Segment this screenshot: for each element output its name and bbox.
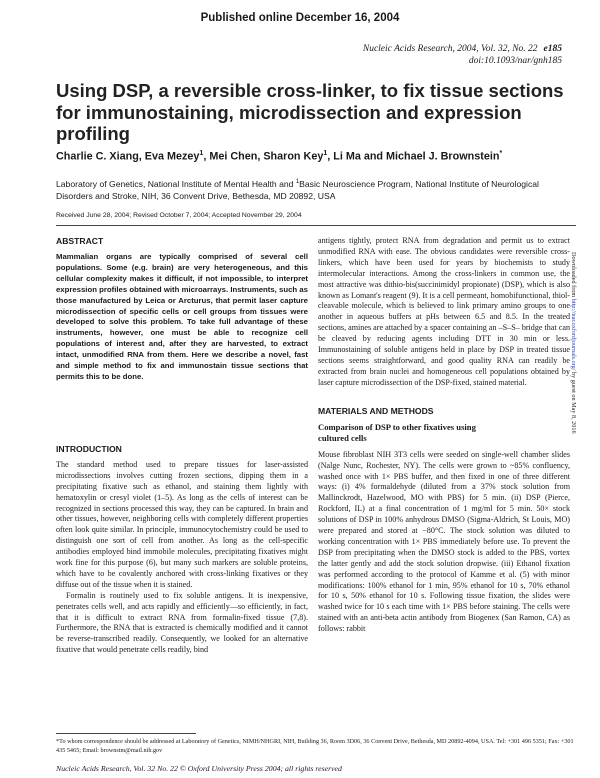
download-prefix: Downloaded from — [570, 252, 577, 299]
author-separator: , — [327, 150, 334, 163]
article-title: Using DSP, a reversible cross-linker, to fix tissue sections for immunostaining, microdissection and expression profiling — [56, 80, 564, 144]
article-doi: doi:10.1093/nar/gnh185 — [468, 56, 562, 66]
introduction-paragraph: Formalin is routinely used to fix soluble antigens. It is inexpensive, penetrates cells well, and acts rapidly and efficiently—so efficiently, in fact, that it is difficult to extract RNA from formalin-fixed tissue (7,8). Furthermore, the RNA that is extracted is chemically modified and it cannot be reverse-transcribed readily. Consequently, we looked for an alternative fixative that would penetrate cells readily, bind — [56, 590, 308, 655]
author-separator: and — [360, 150, 387, 163]
right-column — [318, 236, 570, 635]
author-name: Sharon Key — [263, 150, 324, 163]
author-affiliation-mark: * — [499, 150, 503, 157]
author-separator: , — [257, 150, 264, 163]
abstract-text: Mammalian organs are typically comprised of several cell populations. Some (e.g. brain) are very heterogeneous, and this cellular complexity makes it difficult, if not impossible, to interpret expression profiles obtained with microarrays. Instruments, such as those manufactured by Leica or Arcturus, that permit laser capture microdissection of specific cells or cell groups from tissues were developed to solve this problem. To take full advantage of these instruments, however, one must be able to recognize cell populations of interest and, after they are harvested, to extract intact, unmodified RNA from them. Here we describe a novel, fast and simple method to fix and immunostain tissue sections that permits this to be done. — [56, 252, 308, 381]
methods-subheading: Comparison of DSP to other fixatives using cultured cells — [318, 421, 476, 443]
affiliation-mark: 1 — [295, 179, 300, 185]
top-divider — [56, 225, 576, 226]
left-column — [56, 236, 308, 656]
author-separator: , — [203, 150, 210, 163]
copyright-footer: Nucleic Acids Research, Vol. 32 No. 22 © Oxford University Press 2004; all rights reserved — [56, 764, 342, 773]
author-name: Mei Chen — [209, 150, 258, 163]
affiliation-text: Laboratory of Genetics, National Institute of Mental Health and — [56, 178, 296, 189]
journal-header — [363, 43, 562, 67]
author-list — [56, 150, 576, 163]
author-name: Li Ma — [333, 150, 361, 163]
methods-paragraph: Mouse fibroblast NIH 3T3 cells were seeded on single-well chamber slides (Nalge Nunc, Rochester, NY). The cells were grown to ~85% confluency, washed once with 1× PBS buffer, and then fixed in one of three different ways: (i) 4% formaldehyde (diluted from a 37% stock solution from Mallinckrodt, Hazelwood, MO with PBS) for 5 min. (ii) DSP (Pierce, Rockford, IL) at a final concentration of 1 mg/ml for 5 min. 50× stock solutions of DSP in 100% anhydrous DMSO (Sigma-Aldrich, St Louis, MO) were prepared and stored at −80°C. The stock solution was diluted to working concentration with 1× PBS immediately before use. To prevent the DSP from precipitating when the DMSO stock is added to the PBS, vortex the latter gently and add the stock solution dropwise. (iii) Ethanol fixation was performed according to the protocol of Kamme et al. (5) with minor modifications: 100% ethanol for 1 min, 95% ethanol for 10 s, 70% ethanol for 10 s, 50% ethanol for 10 s. Following tissue fixation, the slides were washed twice for 10 s each time with 1× PBS before staining. The cells were stained with an anti-beta actin antibody from Biogenex (San Ramon, CA) as follows: rabbit — [318, 449, 570, 634]
methods-heading: MATERIALS AND METHODS — [318, 405, 434, 416]
download-text — [570, 252, 577, 434]
author-name: Charlie C. Xiang — [56, 150, 139, 163]
download-suffix: by guest on May 8, 2016 — [570, 370, 577, 434]
published-date: Published online December 16, 2004 — [200, 12, 400, 24]
abstract-heading: ABSTRACT — [56, 236, 104, 246]
correspondence-footnote: *To whom correspondence should be addressed at Laboratory of Genetics, NIMH/NHGRI, NIH, Building 36, Room 3D06, 36 Convent Drive, Bethesda, MD 20892-4094, USA. Tel: +301 496 5351; Fax: +301 435 5465; Email: brownstm@mail.nih.gov — [56, 738, 574, 754]
affiliations — [56, 176, 556, 203]
download-link[interactable]: http://nar.oxfordjournals.org/ — [570, 298, 577, 371]
journal-name: Nucleic Acids Research, 2004, Vol. 32, No. 22 — [362, 44, 538, 54]
affiliation-text: Basic Neuroscience Program, National Institute of Neurological Disorders and Stroke, NIH, 36 Convent Drive, Bethesda, MD 20892, USA — [56, 178, 539, 202]
author-name: Michael J. Brownstein — [386, 150, 500, 163]
author-affiliation-mark: 1 — [323, 150, 328, 157]
author-separator: , — [138, 150, 145, 163]
download-watermark — [571, 252, 591, 672]
introduction-continued: antigens tightly, protect RNA from degradation and permit us to extract unmodified RNA with ease. The obvious candidates were reversible cross-linkers, which have been used for years by biochemists to study intermolecular interactions. Among the cross-linkers in common use, the most attractive was dithio-bis(succinimidyl propionate) (DSP), which is also known as Lomant's reagent (9). It is a cell permeant, homobifunctional, thiol-cleavable molecule, which is believed to link primary amino groups to one another in aqueous buffers at pHs between 6.5 and 8.5. In the treated sections, amines are attached by a spacer containing an –S–S– bridge that can be cleaved by reducing agents including DTT in 30 min or less. Immunostaining of soluble antigens held in place by DSP in treated tissue sections seems straightforward, and good quality RNA can readily be extracted from brain nuclei and homogeneous cell populations obtained by laser capture microdissection of the DSP-fixed, stained material. — [318, 236, 570, 387]
introduction-heading: INTRODUCTION — [56, 443, 122, 454]
history-dates: Received June 28, 2004; Revised October 7, 2004; Accepted November 29, 2004 — [56, 212, 302, 219]
author-name: Eva Mezey — [144, 150, 200, 163]
footnote-divider — [56, 733, 196, 734]
journal-citation — [363, 43, 562, 55]
introduction-paragraph: The standard method used to prepare tissues for laser-assisted microdissections involves cutting frozen sections, dipping them in a precipitating fixative such as ethanol, and staining them lightly with hematoxylin or cresyl violet (1–5). As long as the cells of interest can be recognized in sections processed this way, they can be captured. In brain and other tissues, however, neighboring cells with completely different properties often look quite similar. In principle, immunocytochemistry could be used to distinguish one sort of cell from another. As long as the cell-specific antibodies employed bind immobile molecules, precipitating fixatives might work fine for this purpose (6), but many such markers are soluble proteins, which have to be covalently anchored with cross-linking fixatives or they diffuse out of the tissue when it is stained. — [56, 459, 308, 589]
author-affiliation-mark: 1 — [199, 150, 204, 157]
article-page: e185 — [543, 44, 562, 54]
